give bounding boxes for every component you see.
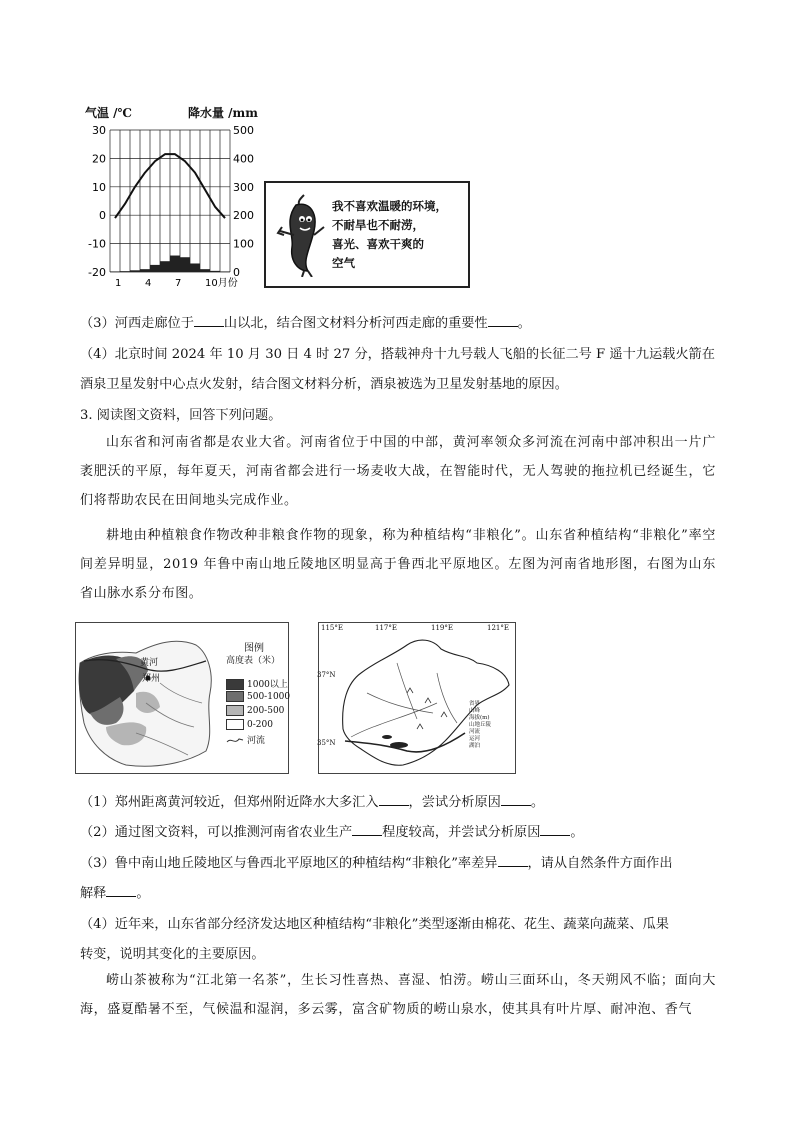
month-tick-label: 1 xyxy=(115,278,122,289)
precip-bar xyxy=(170,256,180,272)
hot-pepper-icon xyxy=(274,191,328,277)
lon-tick: 115°E xyxy=(321,624,343,632)
henan-terrain-map xyxy=(75,622,289,774)
legend-swatch xyxy=(226,691,244,702)
lon-tick: 117°E xyxy=(375,624,397,632)
month-tick-label: 10月份 xyxy=(205,278,238,289)
legend-item: 200-500 xyxy=(226,705,284,716)
lon-tick: 121°E xyxy=(487,624,509,632)
shandong-legend-item: 山地丘陵 xyxy=(469,722,492,728)
lat-tick: 35°N xyxy=(317,739,336,747)
sub-question-1: （1）郑州距离黄河较近，但郑州附近降水大多汇入 ，尝试分析原因 。 xyxy=(80,795,545,810)
temp-axis-label: 气温 /℃ xyxy=(85,106,132,120)
laoshan-tea-para: 崂山茶被称为“江北第一名茶”，生长习性喜热、喜湿、怕涝。崂山三面环山，冬天朔风不临；面向大海，盛夏酷暑不至，气候温和湿润，多云雾，富含矿物质的崂山泉水，使其具有叶片厚、耐冲泡、香气 xyxy=(80,973,716,1017)
month-tick-label: 7 xyxy=(175,278,182,289)
precip-bar xyxy=(210,271,220,272)
precip-tick-label: 400 xyxy=(233,152,254,166)
yellow-river-label: 黄河 xyxy=(140,658,159,668)
lat-tick: 37°N xyxy=(317,671,336,679)
precip-bar xyxy=(160,261,170,272)
precip-bar xyxy=(140,269,150,272)
answer-blank[interactable] xyxy=(488,314,518,327)
precip-bar xyxy=(190,263,200,272)
precip-tick-label: 300 xyxy=(233,180,254,194)
answer-blank[interactable] xyxy=(194,314,224,327)
climate-chart xyxy=(80,104,260,292)
precip-bar xyxy=(110,271,120,272)
month-tick-label: 4 xyxy=(145,278,152,289)
precip-tick-label: 100 xyxy=(233,237,254,251)
legend-subtitle: 高度表（米） xyxy=(226,656,281,666)
pepper-callout xyxy=(264,181,470,288)
answer-blank[interactable] xyxy=(540,823,570,836)
answer-blank[interactable] xyxy=(501,793,531,806)
precip-bar xyxy=(200,269,210,272)
legend-swatch xyxy=(226,679,244,690)
river-icon xyxy=(226,736,244,745)
legend-item: 500-1000 xyxy=(226,691,290,702)
callout-line: 空气 xyxy=(332,256,355,270)
precip-bar xyxy=(130,270,140,272)
henan-map-drawing xyxy=(76,623,216,773)
temp-tick-label: 30 xyxy=(92,124,106,137)
sub-question-3-line2: 解释 。 xyxy=(80,886,150,901)
answer-blank[interactable] xyxy=(106,884,136,897)
shandong-legend-item: 运河 xyxy=(469,736,481,742)
lon-tick: 119°E xyxy=(431,624,453,632)
callout-text xyxy=(332,197,447,273)
climate-chart-plot xyxy=(80,122,260,292)
precip-axis-label: 降水量 /mm xyxy=(188,106,258,120)
temp-tick-label: -20 xyxy=(88,266,106,279)
answer-blank[interactable] xyxy=(352,823,382,836)
answer-blank[interactable] xyxy=(498,854,528,867)
temp-tick-label: 0 xyxy=(99,209,106,223)
temp-tick-label: 20 xyxy=(92,152,106,166)
sub-question-3-line1: （3）鲁中南山地丘陵地区与鲁西北平原地区的种植结构“非粮化”率差异 ，请从自然条件方面作出 xyxy=(80,856,673,871)
shandong-legend-item: 河流 xyxy=(469,729,481,735)
legend-swatch xyxy=(226,719,244,730)
sub-question-4-line2: 转变，说明其变化的主要原因。 xyxy=(80,947,265,962)
section-3-para1: 山东省和河南省都是农业大省。河南省位于中国的中部，黄河率领众多河流在河南中部冲积出一片广袤肥沃的平原，每年夏天，河南省都会进行一场麦收大战，在智能时代，无人驾驶的拖拉机已经诞生，它们将帮助农民在田间地头完成作业。 xyxy=(80,435,716,508)
shandong-map xyxy=(318,622,516,774)
precip-tick-label: 200 xyxy=(233,209,254,223)
callout-line: 不耐旱也不耐涝， xyxy=(332,218,424,232)
precip-tick-label: 0 xyxy=(233,266,240,279)
legend-item: 河流 xyxy=(226,733,265,746)
legend-title: 图例 xyxy=(244,643,264,654)
precip-bar xyxy=(220,271,230,272)
legend-item: 0-200 xyxy=(226,719,273,730)
sub-question-4-line1: （4）近年来，山东省部分经济发达地区种植结构“非粮化”类型逐渐由棉花、花生、蔬菜向蔬菜、瓜果 xyxy=(80,917,669,932)
precip-bar xyxy=(150,265,160,272)
callout-line: 喜光、喜欢干爽的 xyxy=(332,237,424,251)
question-3: （3）河西走廊位于 山以北，结合图文材料分析河西走廊的重要性 。 xyxy=(80,316,531,331)
section-3-para2: 耕地由种植粮食作物改种非粮食作物的现象，称为种植结构“非粮化”。山东省种植结构“非粮化”率空间差异明显，2019 年鲁中南山地丘陵地区明显高于鲁西北平原地区。左图为河南省地形图，右图为山东省山脉水系分布图。 xyxy=(80,528,716,601)
temp-tick-label: -10 xyxy=(88,237,106,251)
shandong-legend-item: 山峰 xyxy=(469,708,481,714)
legend-item: 1000以上 xyxy=(226,677,288,690)
sub-question-2: （2）通过图文资料，可以推测河南省农业生产 程度较高，并尝试分析原因 。 xyxy=(80,825,584,840)
shandong-legend xyxy=(469,701,491,750)
question-4-line1: （4）北京时间 2024 年 10 月 30 日 4 时 27 分，搭载神舟十九号载人飞船的长征二号 F 遥十九运载火箭在 xyxy=(80,347,715,362)
precip-bar xyxy=(120,271,130,272)
question-4-line2: 酒泉卫星发射中心点火发射，结合图文材料分析，酒泉被选为卫星发射基地的原因。 xyxy=(80,377,568,392)
precip-bar xyxy=(180,257,190,272)
zhengzhou-label: 郑州 xyxy=(142,674,161,684)
shandong-legend-item: 湖泊 xyxy=(469,743,481,749)
legend-swatch xyxy=(226,705,244,716)
shandong-legend-item: 省界 xyxy=(469,701,481,707)
temp-tick-label: 10 xyxy=(92,180,106,194)
shandong-legend-item: 海拔(m) xyxy=(469,715,490,721)
precip-tick-label: 500 xyxy=(233,124,254,137)
section-3-heading: 3. 阅读图文资料，回答下列问题。 xyxy=(80,408,282,423)
answer-blank[interactable] xyxy=(379,793,409,806)
callout-line: 我不喜欢温暖的环境， xyxy=(332,199,447,213)
